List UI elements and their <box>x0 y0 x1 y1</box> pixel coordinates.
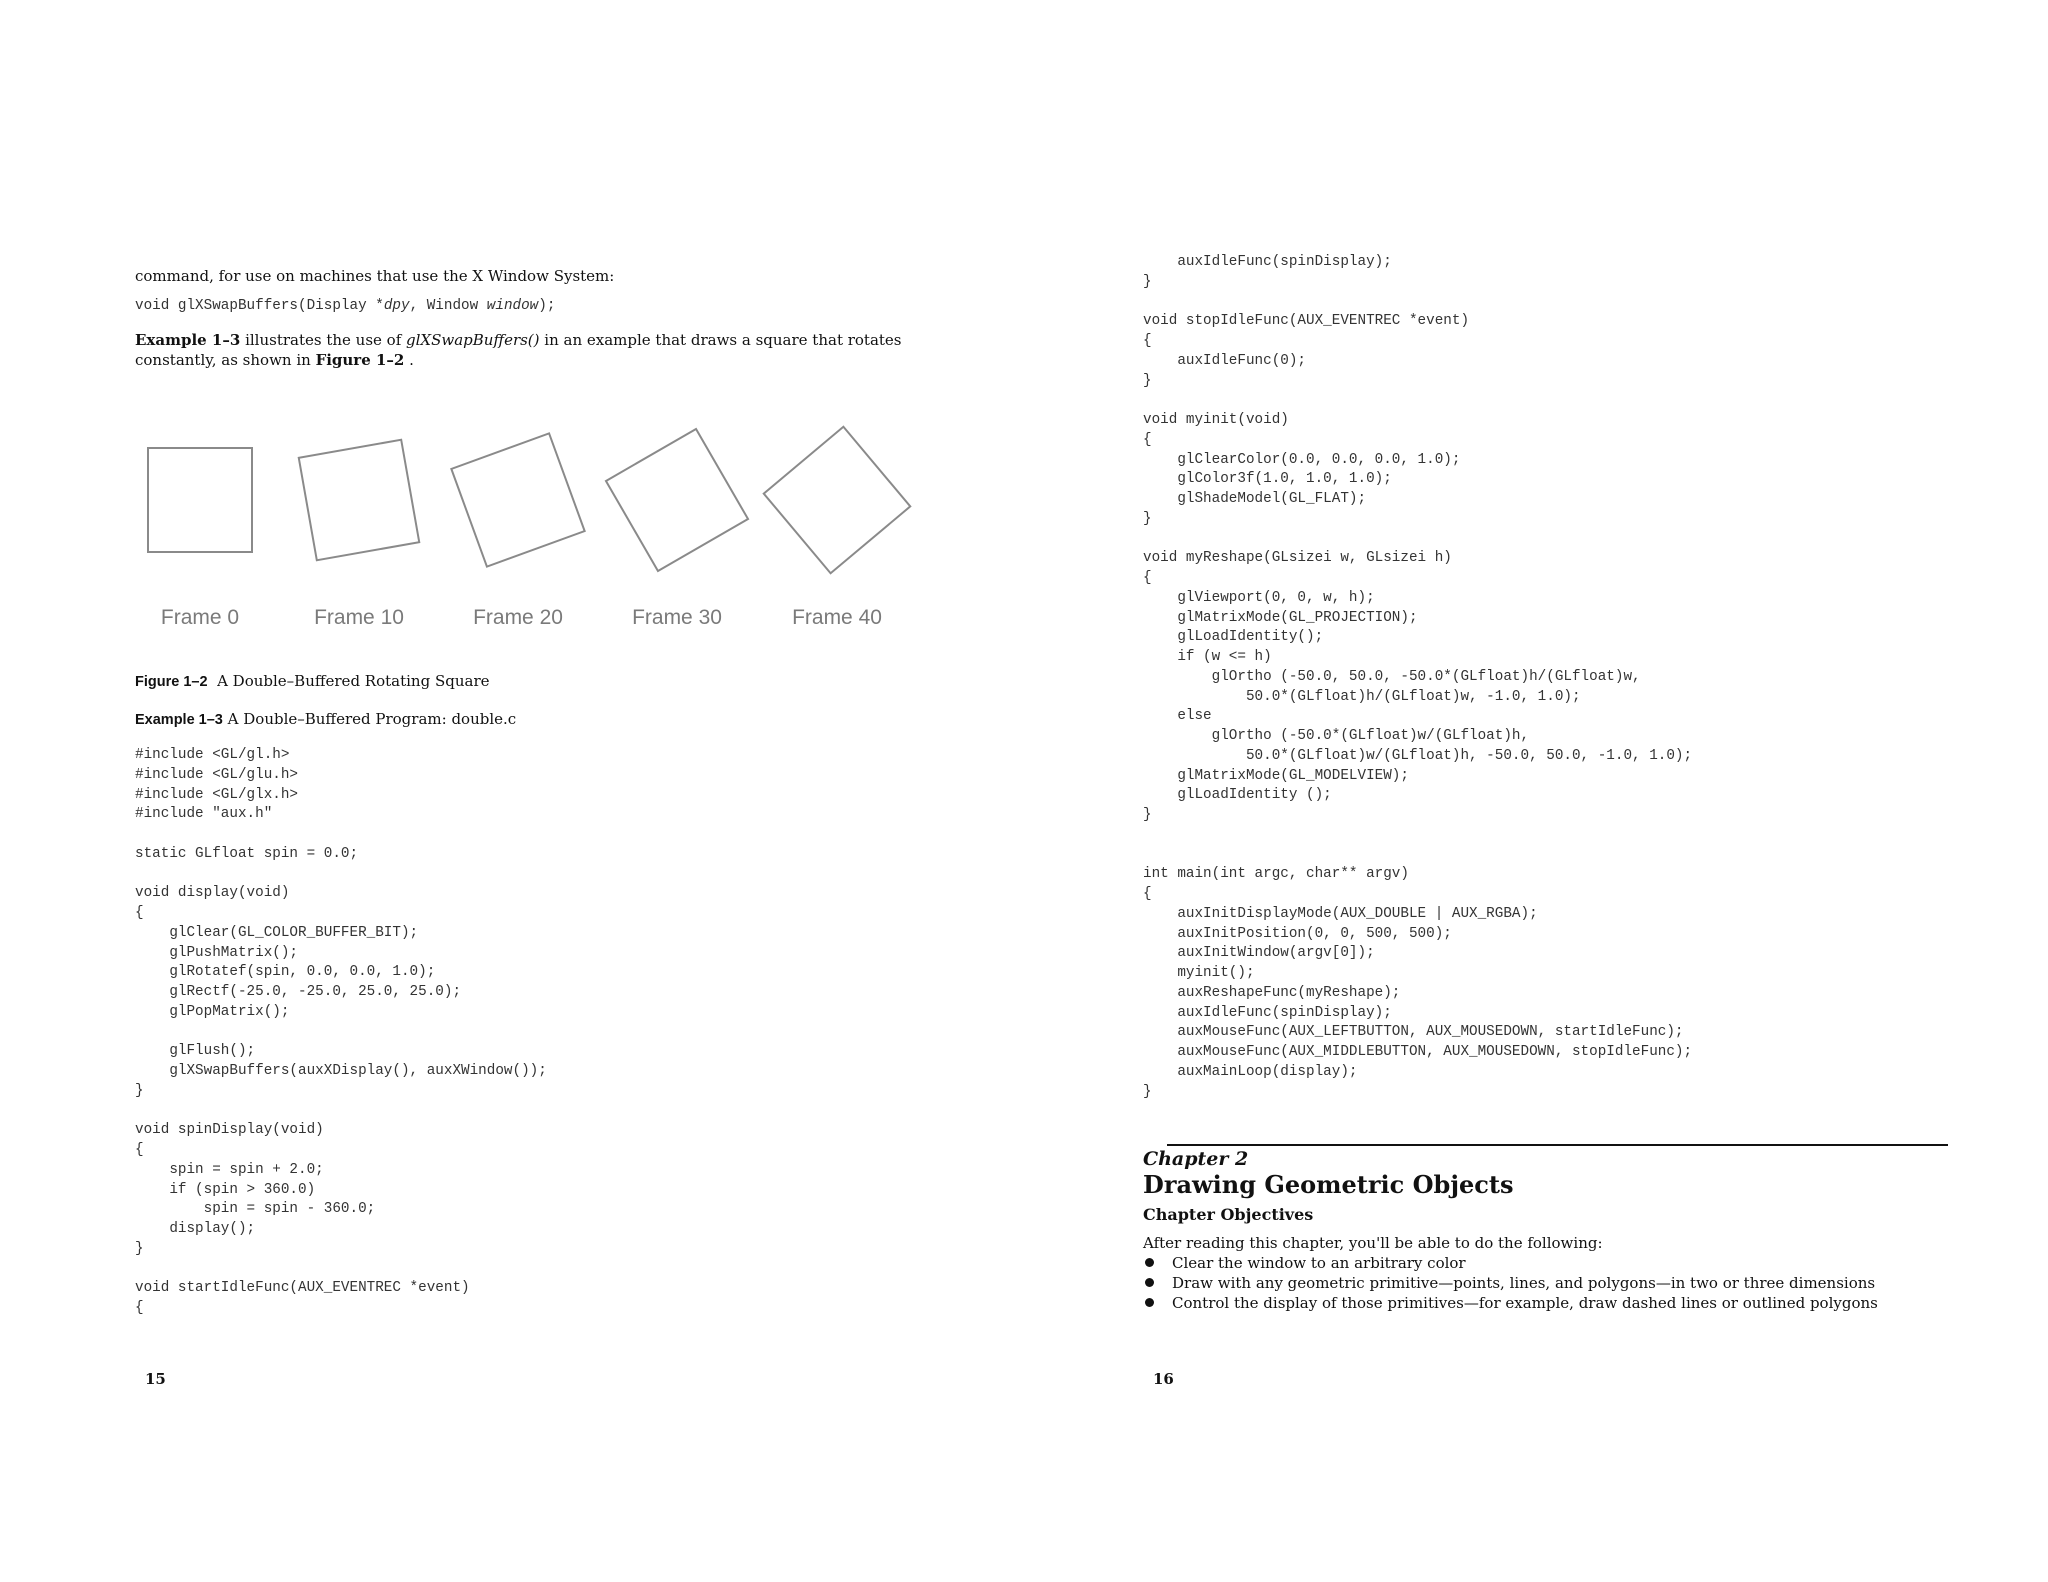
function-signature <box>135 296 555 316</box>
page-number-right: 16 <box>1153 1370 1174 1388</box>
rotating-square-figure <box>135 415 915 635</box>
example-intro-text-2: in an example that draws a square that rotates <box>539 331 902 349</box>
frame-label: Frame 20 <box>473 606 563 629</box>
rotating-square <box>299 440 419 560</box>
rotating-square <box>451 433 584 566</box>
objective-item <box>1143 1273 2003 1293</box>
chapter-title: Drawing Geometric Objects <box>1143 1170 1514 1199</box>
objective-item <box>1143 1253 2003 1273</box>
signature-arg-window: window <box>486 298 539 314</box>
example-intro-text-4: . <box>404 351 414 369</box>
intro-line: command, for use on machines that use the X Window System: <box>135 267 615 285</box>
rotating-square <box>148 448 252 552</box>
example-ref: Example 1–3 <box>135 331 241 349</box>
rotating-square <box>764 427 911 574</box>
frame-label: Frame 0 <box>160 606 240 629</box>
figure-ref: Figure 1–2 <box>315 351 405 369</box>
chapter-divider <box>1167 1144 1948 1146</box>
objectives-heading: Chapter Objectives <box>1143 1205 1314 1224</box>
objective-text: Control the display of those primitives—for example, draw dashed lines or outlined polygons <box>1172 1294 1878 1312</box>
bullet-icon <box>1145 1278 1154 1287</box>
signature-prefix: void glXSwapBuffers(Display * <box>135 298 384 314</box>
objectives-intro: After reading this chapter, you'll be able to do the following: <box>1143 1234 1603 1252</box>
signature-arg-dpy: dpy <box>383 298 410 314</box>
example-intro-text-3: constantly, as shown in <box>135 351 316 369</box>
example-caption-text: A Double–Buffered Program: double.c <box>227 710 517 728</box>
example-caption-label: Example 1–3 <box>135 712 223 728</box>
bullet-icon <box>1145 1298 1154 1307</box>
code-listing-left: #include <GL/gl.h> #include <GL/glu.h> #include <GL/glx.h> #include "aux.h" static GLfloat spin = 0.0; void display(void) { glClear(GL_COLOR_BUFFER_BIT); glPushMatrix(); glRotatef(spin, 0.0, 0.0, 1.0); glRectf(-25.0, -25.0, 25.0, 25.0); glPopMatrix(); glFlush(); glXSwapBuffers(auxXDisplay(), auxXWindow()); } void spinDisplay(void) { spin = spin + 2.0; if (spin > 360.0) spin = spin - 360.0; display(); } void startIdleFunc(AUX_EVENTREC *event) { <box>135 747 547 1316</box>
example-caption <box>135 709 516 730</box>
figure-caption-label: Figure 1–2 <box>135 674 208 690</box>
rotating-square <box>606 429 748 571</box>
frame-label: Frame 30 <box>632 606 722 629</box>
bullet-icon <box>1145 1258 1154 1267</box>
objective-item <box>1143 1293 2003 1313</box>
function-name-ref: glXSwapBuffers() <box>406 331 540 349</box>
page-number-left: 15 <box>145 1370 166 1388</box>
objective-text: Clear the window to an arbitrary color <box>1172 1254 1466 1272</box>
objective-text: Draw with any geometric primitive—points, lines, and polygons—in two or three dimensions <box>1172 1274 1876 1292</box>
code-listing-right: auxIdleFunc(spinDisplay); } void stopIdleFunc(AUX_EVENTREC *event) { auxIdleFunc(0); } void myinit(void) { glClearColor(0.0, 0.0, 0.0, 1.0); glColor3f(1.0, 1.0, 1.0); glShadeModel(GL_FLAT); } void myReshape(GLsizei w, GLsizei h) { glViewport(0, 0, w, h); glMatrixMode(GL_PROJECTION); glLoadIdentity(); if (w <= h) glOrtho (-50.0, 50.0, -50.0*(GLfloat)h/(GLfloat)w, 50.0*(GLfloat)h/(GLfloat)w, -1.0, 1.0); else glOrtho (-50.0*(GLfloat)w/(GLfloat)h, 50.0*(GLfloat)w/(GLfloat)h, -50.0, 50.0, -1.0, 1.0); glMatrixMode(GL_MODELVIEW); glLoadIdentity (); } int main(int argc, char** argv) { auxInitDisplayMode(AUX_DOUBLE | AUX_RGBA); auxInitPosition(0, 0, 500, 500); auxInitWindow(argv[0]); myinit(); auxReshapeFunc(myReshape); auxIdleFunc(spinDisplay); auxMouseFunc(AUX_LEFTBUTTON, AUX_MOUSEDOWN, startIdleFunc); auxMouseFunc(AUX_MIDDLEBUTTON, AUX_MOUSEDOWN, stopIdleFunc); auxMainLoop(display); } <box>1143 254 1693 1100</box>
chapter-label: Chapter 2 <box>1143 1148 1249 1170</box>
figure-caption-text: A Double–Buffered Rotating Square <box>217 672 490 690</box>
figure-caption <box>135 671 490 692</box>
example-intro-paragraph <box>135 330 935 370</box>
right-page <box>1024 0 2048 1582</box>
objectives-list <box>1143 1253 2003 1313</box>
signature-middle: , Window <box>409 298 487 314</box>
signature-suffix: ); <box>538 298 556 314</box>
frame-label: Frame 40 <box>792 606 882 629</box>
frame-label: Frame 10 <box>314 606 404 629</box>
example-intro-text-1: illustrates the use of <box>240 331 407 349</box>
